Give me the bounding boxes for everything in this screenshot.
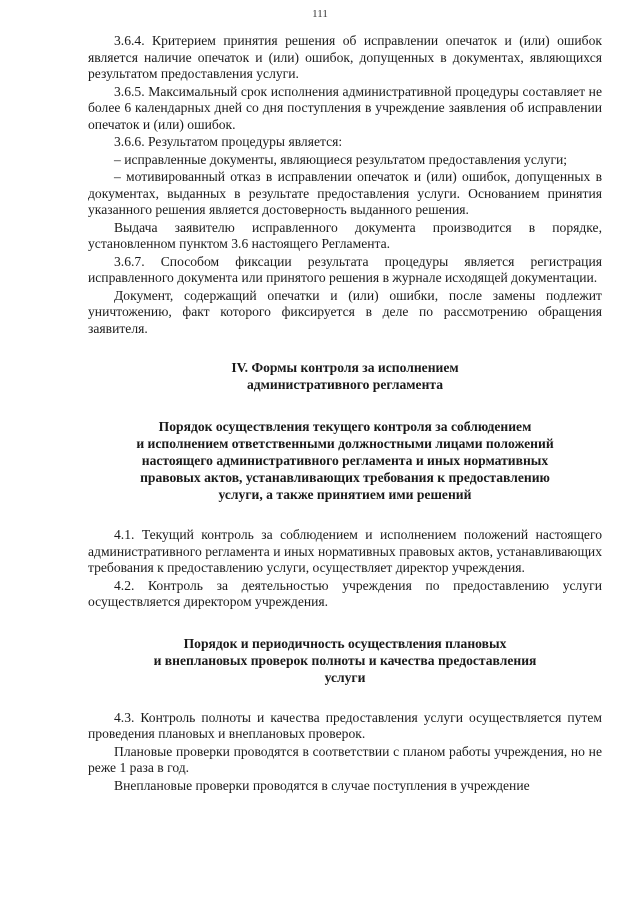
document-body	[88, 33, 602, 794]
section-4-title	[88, 359, 602, 393]
subsection-title-line: правовых актов, устанавливающих требования к предоставлению	[140, 470, 550, 485]
subsection-title-line: Порядок осуществления текущего контроля за соблюдением	[158, 419, 532, 434]
paragraph-3-6-5: 3.6.5. Максимальный срок исполнения административной процедуры составляет не более 6 календарных дней со дня поступления в учреждение заявления об исправлении опечаток и (или) ошибок.	[88, 83, 602, 132]
section-4-title-line: административного регламента	[246, 377, 444, 392]
subsection-title-line: услуги	[324, 669, 366, 685]
page-number: 111	[312, 8, 328, 20]
paragraph-4-3: 4.3. Контроль полноты и качества предоставления услуги осуществляется путем проведения плановых и внеплановых проверок.	[88, 709, 602, 741]
section-4-title-line: IV. Формы контроля за исполнением	[231, 360, 459, 375]
paragraph-3-6-6: 3.6.6. Результатом процедуры является:	[114, 134, 343, 149]
paragraph-3-6-4: 3.6.4. Критерием принятия решения об исправлении опечаток и (или) ошибок является наличие опечаток и (или) ошибок, допущенных в документах, являющихся результатом предоставления услуги.	[88, 33, 602, 81]
paragraph-issuance: Выдача заявителю исправленного документа производится в порядке, установленном пунктом 3.6 настоящего Регламента.	[88, 219, 602, 251]
paragraph-4-1: 4.1. Текущий контроль за соблюдением и исполнением положений настоящего административного регламента и иных нормативных правовых актов, устанавливающих требования к предоставлению услуги, осуществляет директор учреждения.	[88, 527, 602, 575]
paragraph-3-6-7: 3.6.7. Способом фиксации результата процедуры является регистрация исправленного документа или принятого решения в журнале исходящей документации.	[88, 253, 602, 285]
subsection-title-line: услуги, а также принятием ими решений	[218, 487, 472, 502]
paragraph-planned-inspections: Плановые проверки проводятся в соответствии с планом работы учреждения, но не реже 1 раза в год.	[88, 743, 602, 775]
subsection-title-line: и исполнением ответственными должностными лицами положений	[136, 436, 554, 451]
paragraph-4-2: 4.2. Контроль за деятельностью учреждения по предоставлению услуги осуществляется директором учреждения.	[88, 577, 602, 609]
subsection-title-line: и внеплановых проверок полноты и качества предоставления	[153, 652, 537, 668]
subsection-inspections-title	[88, 635, 602, 686]
paragraph-destruction: Документ, содержащий опечатки и (или) ошибки, после замены подлежит уничтожению, факт которого фиксируется в деле по рассмотрению обращения заявителя.	[88, 287, 602, 336]
subsection-title-line: Порядок и периодичность осуществления плановых	[183, 635, 507, 651]
subsection-title-line: настоящего административного регламента и иных нормативных	[141, 453, 549, 468]
list-item-refusal: – мотивированный отказ в исправлении опечаток и (или) ошибок, допущенных в документах, выданных в результате предоставления услуги. Основанием принятия указанного решения является достоверность выданного решения.	[88, 169, 602, 217]
paragraph-unplanned-inspections: Внеплановые проверки проводятся в случае поступления в учреждение	[114, 777, 530, 793]
subsection-current-control-title	[88, 418, 602, 503]
list-item-corrected-docs: – исправленные документы, являющиеся результатом предоставления услуги;	[114, 151, 568, 167]
